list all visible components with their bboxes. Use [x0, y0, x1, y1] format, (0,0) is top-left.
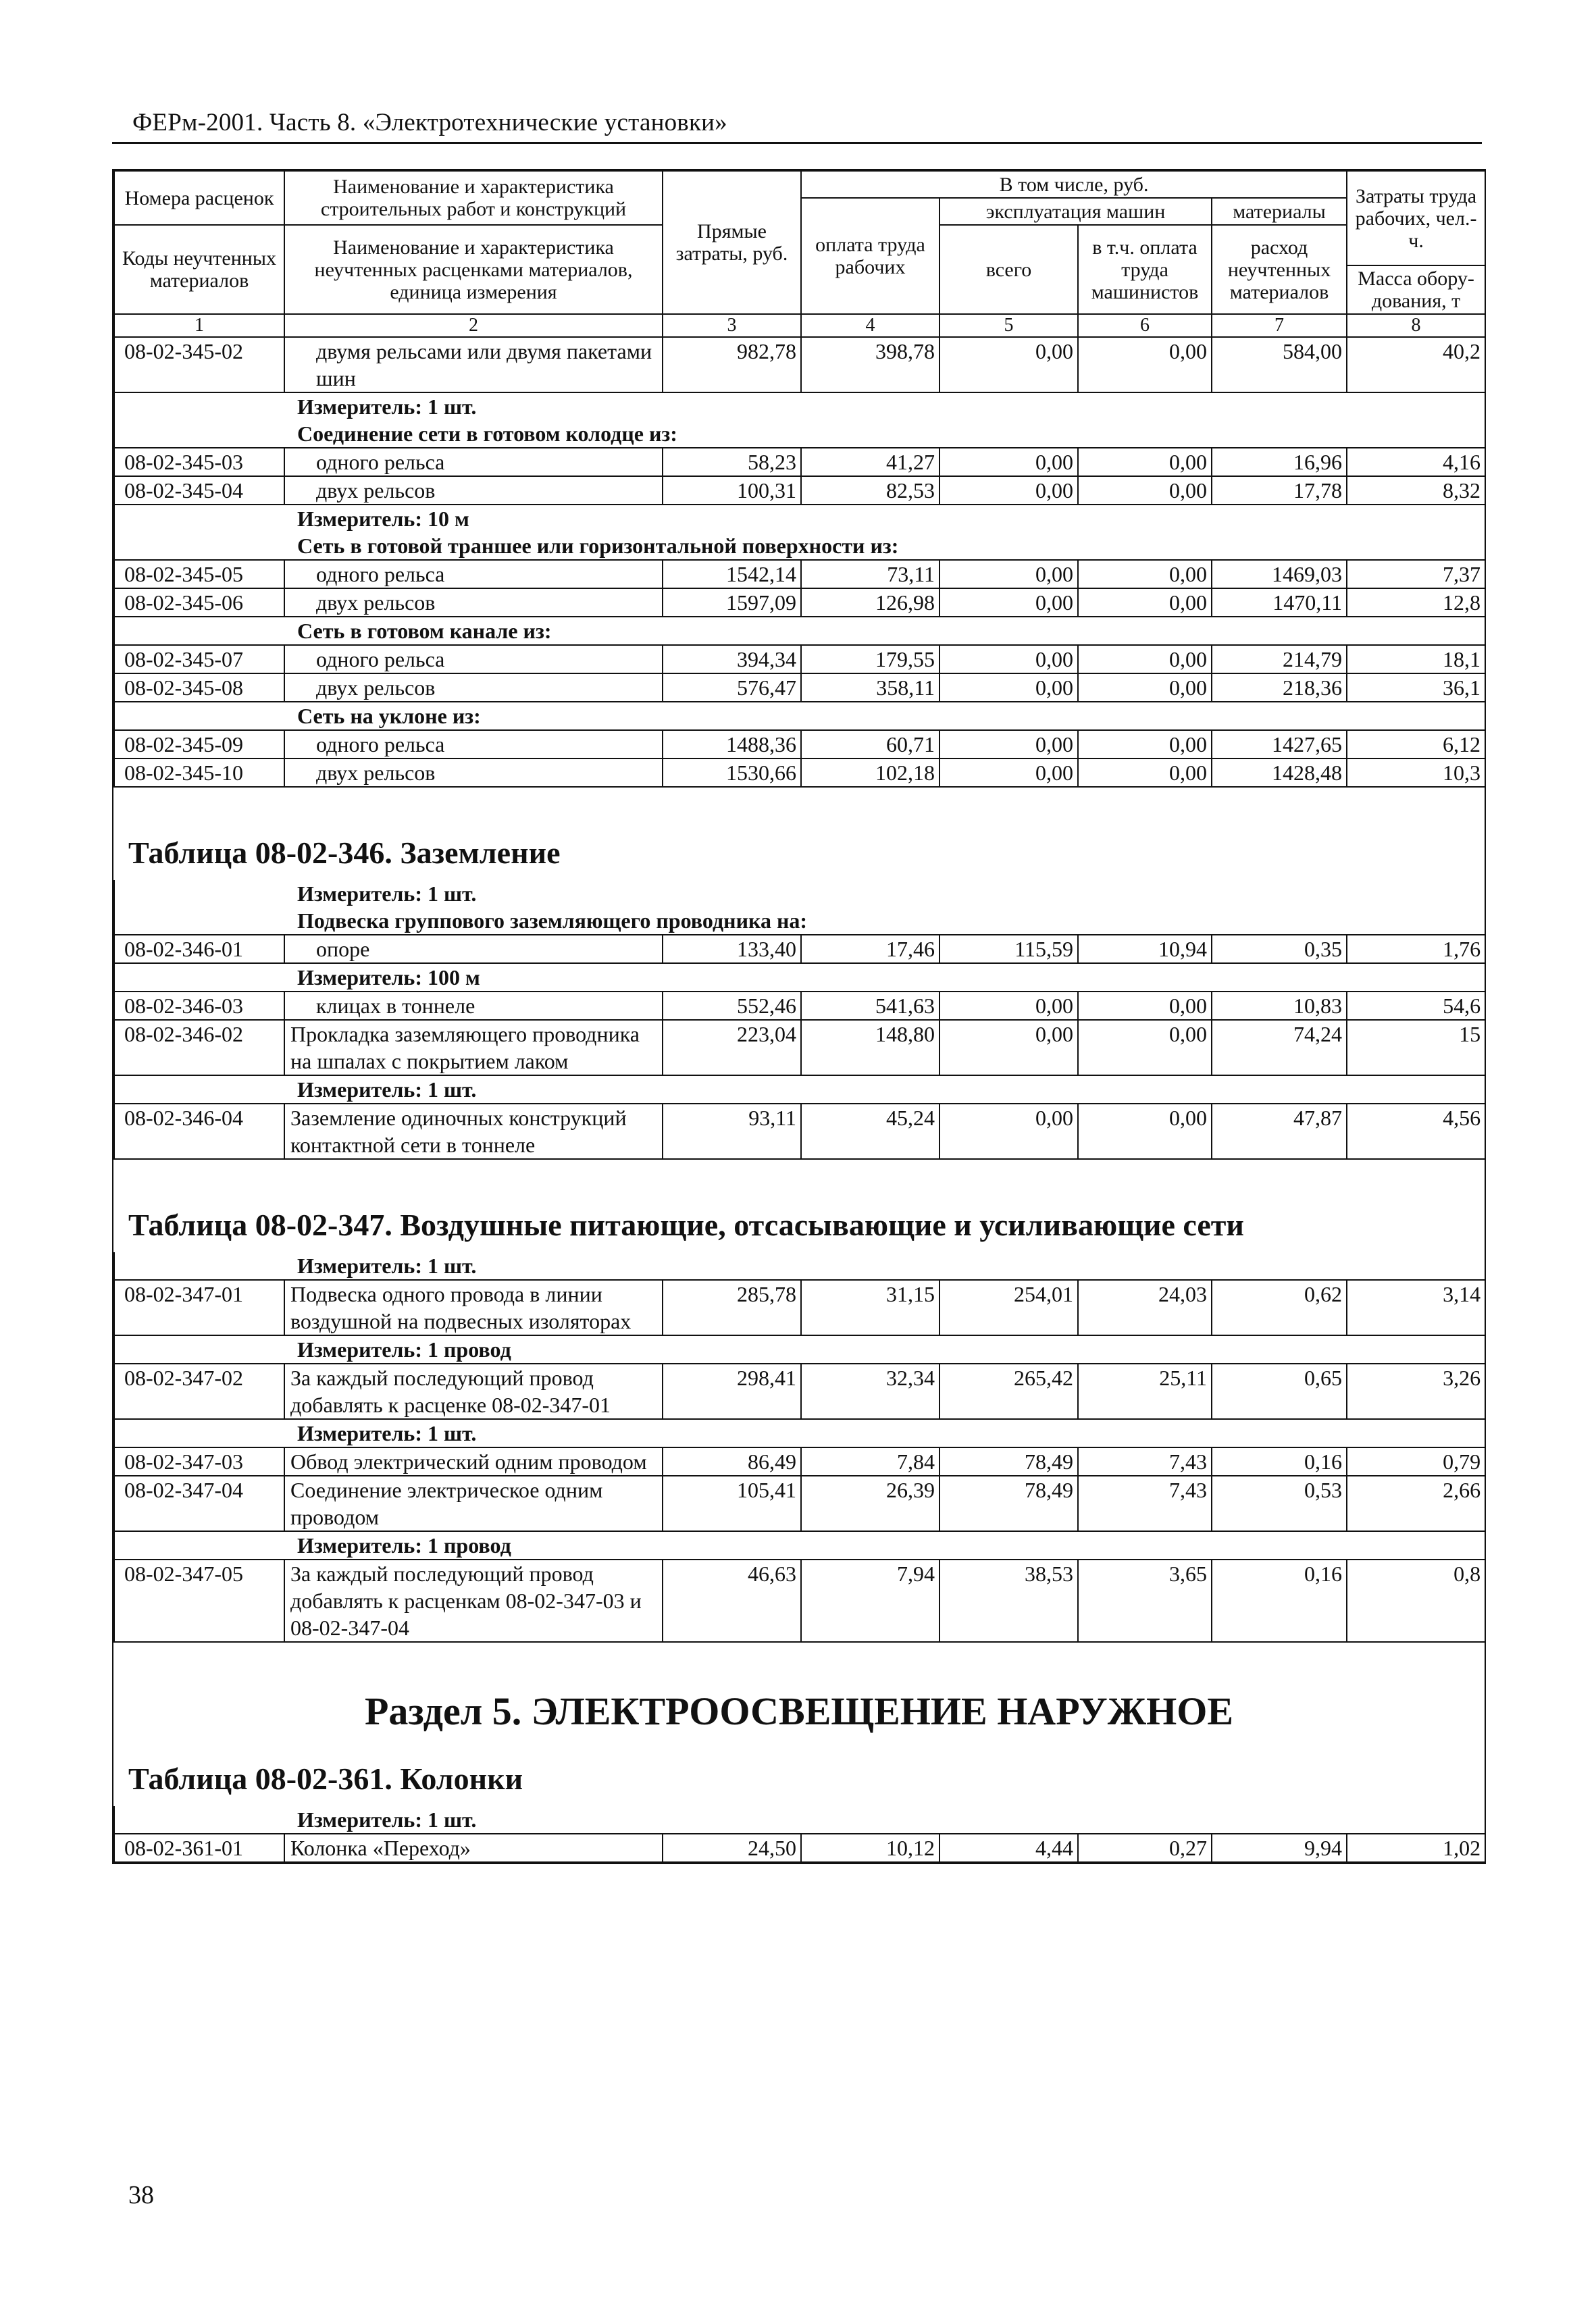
col-num: 1: [114, 314, 284, 337]
materials-cost: 218,36: [1212, 673, 1347, 702]
table-row: [114, 935, 1485, 963]
labor-pay: 45,24: [801, 1104, 939, 1159]
rate-code: 08-02-345-03: [114, 448, 284, 476]
machine-total: 0,00: [939, 992, 1078, 1020]
direct-cost: 58,23: [663, 448, 801, 476]
labor-pay: 32,34: [801, 1364, 939, 1419]
table-08-02-346: [113, 880, 1485, 1160]
machine-total: 0,00: [939, 1104, 1078, 1159]
machinist-pay: 0,00: [1078, 1020, 1212, 1075]
machinist-pay: 7,43: [1078, 1476, 1212, 1531]
col-header-2a: Наименование и характеристика строительных работ и конструкций: [284, 171, 663, 225]
measurement-unit-row: [114, 880, 1485, 907]
col-header-4: оплата труда рабочих: [801, 198, 939, 314]
labor-hours: 36,1: [1347, 673, 1485, 702]
rate-code: 08-02-347-03: [114, 1447, 284, 1476]
materials-cost: 74,24: [1212, 1020, 1347, 1075]
labor-hours: 18,1: [1347, 645, 1485, 673]
work-name: двумя рельсами или двумя пакетами шин: [284, 337, 663, 392]
work-name: Обвод электрический одним проводом: [284, 1447, 663, 1476]
direct-cost: 133,40: [663, 935, 801, 963]
rate-code: 08-02-346-03: [114, 992, 284, 1020]
machine-total: 0,00: [939, 673, 1078, 702]
direct-cost: 552,46: [663, 992, 801, 1020]
table-row: [114, 1104, 1485, 1159]
col-header-8b: Масса обору-дования, т: [1347, 265, 1485, 314]
materials-cost: 1470,11: [1212, 588, 1347, 617]
table-row: [114, 645, 1485, 673]
machinist-pay: 0,00: [1078, 645, 1212, 673]
measurement-unit: Измеритель: 1 шт.: [114, 1419, 1485, 1447]
machinist-pay: 24,03: [1078, 1280, 1212, 1335]
machine-total: 0,00: [939, 759, 1078, 787]
table-row: [114, 448, 1485, 476]
work-name: двух рельсов: [284, 588, 663, 617]
rate-code: 08-02-347-02: [114, 1364, 284, 1419]
group-heading: Сеть на уклоне из:: [114, 702, 1485, 730]
machinist-pay: 0,00: [1078, 1104, 1212, 1159]
table-row: [114, 1020, 1485, 1075]
measurement-unit: Измеритель: 1 шт.: [114, 1252, 1485, 1280]
col-header-6: в т.ч. оплата труда машинистов: [1078, 225, 1212, 314]
table-row: [114, 560, 1485, 588]
rate-code: 08-02-345-10: [114, 759, 284, 787]
rate-code: 08-02-345-02: [114, 337, 284, 392]
col-num: 6: [1078, 314, 1212, 337]
machine-total: 0,00: [939, 448, 1078, 476]
machinist-pay: 0,00: [1078, 476, 1212, 505]
direct-cost: 105,41: [663, 1476, 801, 1531]
labor-pay: 102,18: [801, 759, 939, 787]
direct-cost: 576,47: [663, 673, 801, 702]
work-name: опоре: [284, 935, 663, 963]
table-row: [114, 730, 1485, 759]
labor-pay: 17,46: [801, 935, 939, 963]
col-num: 8: [1347, 314, 1485, 337]
col-header-7: расход неучтенных материалов: [1212, 225, 1347, 314]
table-row: [114, 1280, 1485, 1335]
work-name: одного рельса: [284, 560, 663, 588]
machine-total: 0,00: [939, 1020, 1078, 1075]
direct-cost: 24,50: [663, 1834, 801, 1862]
labor-hours: 4,56: [1347, 1104, 1485, 1159]
table-08-02-345: [113, 170, 1486, 788]
measurement-unit-row: [114, 1252, 1485, 1280]
labor-hours: 3,14: [1347, 1280, 1485, 1335]
labor-hours: 3,26: [1347, 1364, 1485, 1419]
measurement-unit: Измеритель: 1 шт.: [114, 392, 1485, 420]
machine-total: 0,00: [939, 476, 1078, 505]
materials-cost: 0,65: [1212, 1364, 1347, 1419]
table-row: [114, 759, 1485, 787]
work-name: клицах в тоннеле: [284, 992, 663, 1020]
work-name: одного рельса: [284, 730, 663, 759]
labor-hours: 2,66: [1347, 1476, 1485, 1531]
col-header-1b: Коды неучтенных материалов: [114, 225, 284, 314]
materials-cost: 0,53: [1212, 1476, 1347, 1531]
col-header-exp: эксплуатация машин: [939, 198, 1212, 225]
group-heading: Сеть в готовом канале из:: [114, 617, 1485, 645]
materials-cost: 0,35: [1212, 935, 1347, 963]
col-header-mat: материалы: [1212, 198, 1347, 225]
machinist-pay: 0,00: [1078, 730, 1212, 759]
table-row: [114, 1560, 1485, 1642]
materials-cost: 0,16: [1212, 1447, 1347, 1476]
machinist-pay: 0,00: [1078, 560, 1212, 588]
labor-hours: 15: [1347, 1020, 1485, 1075]
rate-code: 08-02-345-08: [114, 673, 284, 702]
table-row: [114, 1476, 1485, 1531]
machinist-pay: 0,27: [1078, 1834, 1212, 1862]
col-header-3: Прямые затраты, руб.: [663, 171, 801, 314]
machine-total: 78,49: [939, 1447, 1078, 1476]
direct-cost: 1542,14: [663, 560, 801, 588]
labor-pay: 82,53: [801, 476, 939, 505]
col-num: 3: [663, 314, 801, 337]
direct-cost: 394,34: [663, 645, 801, 673]
materials-cost: 584,00: [1212, 337, 1347, 392]
running-header: ФЕРм-2001. Часть 8. «Электротехнические установки»: [132, 109, 727, 136]
col-num: 2: [284, 314, 663, 337]
group-heading-row: [114, 532, 1485, 560]
labor-hours: 8,32: [1347, 476, 1485, 505]
labor-hours: 6,12: [1347, 730, 1485, 759]
materials-cost: 1469,03: [1212, 560, 1347, 588]
col-header-8a: Затраты труда рабочих, чел.-ч.: [1347, 171, 1485, 265]
measurement-unit: Измеритель: 1 шт.: [114, 880, 1485, 907]
labor-hours: 54,6: [1347, 992, 1485, 1020]
labor-pay: 148,80: [801, 1020, 939, 1075]
price-document: [112, 169, 1486, 1864]
group-heading: Подвеска группового заземляющего проводника на:: [114, 907, 1485, 935]
group-heading: Сеть в готовой траншее или горизонтальной поверхности из:: [114, 532, 1485, 560]
header-rule: [112, 142, 1482, 144]
rate-table: [113, 1806, 1486, 1863]
rate-table: [113, 880, 1486, 1160]
rate-code: 08-02-347-01: [114, 1280, 284, 1335]
table-title-346: Таблица 08-02-346. Заземление: [128, 835, 561, 870]
direct-cost: 1597,09: [663, 588, 801, 617]
materials-cost: 214,79: [1212, 645, 1347, 673]
machine-total: 38,53: [939, 1560, 1078, 1642]
materials-cost: 1428,48: [1212, 759, 1347, 787]
machinist-pay: 0,00: [1078, 759, 1212, 787]
group-heading-row: [114, 617, 1485, 645]
labor-hours: 12,8: [1347, 588, 1485, 617]
machinist-pay: 0,00: [1078, 588, 1212, 617]
labor-hours: 0,8: [1347, 1560, 1485, 1642]
col-num: 5: [939, 314, 1078, 337]
table-title-361: Таблица 08-02-361. Колонки: [128, 1762, 523, 1796]
materials-cost: 0,16: [1212, 1560, 1347, 1642]
direct-cost: 1488,36: [663, 730, 801, 759]
machine-total: 0,00: [939, 588, 1078, 617]
machine-total: 0,00: [939, 645, 1078, 673]
measurement-unit: Измеритель: 1 шт.: [114, 1075, 1485, 1104]
work-name: За каждый последующий провод добавлять к расценкам 08-02-347-03 и 08-02-347-04: [284, 1560, 663, 1642]
table-row: [114, 476, 1485, 505]
measurement-unit-row: [114, 392, 1485, 420]
rate-code: 08-02-346-01: [114, 935, 284, 963]
labor-pay: 60,71: [801, 730, 939, 759]
labor-pay: 31,15: [801, 1280, 939, 1335]
labor-pay: 126,98: [801, 588, 939, 617]
direct-cost: 100,31: [663, 476, 801, 505]
materials-cost: 10,83: [1212, 992, 1347, 1020]
table-row: [114, 1834, 1485, 1862]
machine-total: 4,44: [939, 1834, 1078, 1862]
work-name: Прокладка заземляющего проводника на шпалах с покрытием лаком: [284, 1020, 663, 1075]
labor-pay: 73,11: [801, 560, 939, 588]
materials-cost: 0,62: [1212, 1280, 1347, 1335]
col-num: 4: [801, 314, 939, 337]
machine-total: 0,00: [939, 337, 1078, 392]
machinist-pay: 0,00: [1078, 448, 1212, 476]
rate-code: 08-02-361-01: [114, 1834, 284, 1862]
col-header-incl: В том числе, руб.: [801, 171, 1347, 198]
group-heading: Соединение сети в готовом колодце из:: [114, 420, 1485, 448]
labor-pay: 179,55: [801, 645, 939, 673]
direct-cost: 223,04: [663, 1020, 801, 1075]
table-row: [114, 588, 1485, 617]
labor-pay: 41,27: [801, 448, 939, 476]
materials-cost: 9,94: [1212, 1834, 1347, 1862]
labor-hours: 1,02: [1347, 1834, 1485, 1862]
work-name: За каждый последующий провод добавлять к расценке 08-02-347-01: [284, 1364, 663, 1419]
group-heading-row: [114, 702, 1485, 730]
machinist-pay: 0,00: [1078, 337, 1212, 392]
page-number: 38: [128, 2181, 154, 2209]
group-heading-row: [114, 907, 1485, 935]
materials-cost: 47,87: [1212, 1104, 1347, 1159]
measurement-unit-row: [114, 505, 1485, 532]
labor-hours: 1,76: [1347, 935, 1485, 963]
table-08-02-361: [113, 1806, 1485, 1863]
work-name: двух рельсов: [284, 673, 663, 702]
direct-cost: 1530,66: [663, 759, 801, 787]
rate-code: 08-02-345-09: [114, 730, 284, 759]
machinist-pay: 0,00: [1078, 673, 1212, 702]
work-name: одного рельса: [284, 645, 663, 673]
direct-cost: 285,78: [663, 1280, 801, 1335]
machinist-pay: 25,11: [1078, 1364, 1212, 1419]
rate-code: 08-02-345-06: [114, 588, 284, 617]
materials-cost: 16,96: [1212, 448, 1347, 476]
table-row: [114, 337, 1485, 392]
measurement-unit-row: [114, 1806, 1485, 1834]
machine-total: 0,00: [939, 560, 1078, 588]
table-title-347: Таблица 08-02-347. Воздушные питающие, отсасывающие и усиливающие сети: [128, 1208, 1244, 1242]
labor-hours: 7,37: [1347, 560, 1485, 588]
direct-cost: 93,11: [663, 1104, 801, 1159]
measurement-unit: Измеритель: 1 шт.: [114, 1806, 1485, 1834]
materials-cost: 1427,65: [1212, 730, 1347, 759]
direct-cost: 982,78: [663, 337, 801, 392]
measurement-unit-row: [114, 1335, 1485, 1364]
work-name: двух рельсов: [284, 759, 663, 787]
direct-cost: 86,49: [663, 1447, 801, 1476]
rate-code: 08-02-347-04: [114, 1476, 284, 1531]
machinist-pay: 10,94: [1078, 935, 1212, 963]
work-name: Колонка «Переход»: [284, 1834, 663, 1862]
col-header-1a: Номера расценок: [114, 171, 284, 225]
labor-pay: 10,12: [801, 1834, 939, 1862]
labor-hours: 40,2: [1347, 337, 1485, 392]
rate-code: 08-02-346-04: [114, 1104, 284, 1159]
col-header-2b: Наименование и характеристика неучтенных расценками материалов, единица измерения: [284, 225, 663, 314]
col-num: 7: [1212, 314, 1347, 337]
machine-total: 265,42: [939, 1364, 1078, 1419]
measurement-unit-row: [114, 1419, 1485, 1447]
work-name: двух рельсов: [284, 476, 663, 505]
rate-table: [113, 1252, 1486, 1643]
machinist-pay: 0,00: [1078, 992, 1212, 1020]
table-08-02-347: [113, 1252, 1485, 1643]
column-number-row: [114, 314, 1485, 337]
labor-pay: 7,84: [801, 1447, 939, 1476]
labor-hours: 10,3: [1347, 759, 1485, 787]
direct-cost: 298,41: [663, 1364, 801, 1419]
section-title: Раздел 5. ЭЛЕКТРООСВЕЩЕНИЕ НАРУЖНОЕ: [364, 1689, 1234, 1733]
machine-total: 78,49: [939, 1476, 1078, 1531]
measurement-unit: Измеритель: 10 м: [114, 505, 1485, 532]
measurement-unit: Измеритель: 1 провод: [114, 1531, 1485, 1560]
machine-total: 254,01: [939, 1280, 1078, 1335]
machinist-pay: 3,65: [1078, 1560, 1212, 1642]
rate-code: 08-02-347-05: [114, 1560, 284, 1642]
col-header-5: всего: [939, 225, 1078, 314]
measurement-unit-row: [114, 1531, 1485, 1560]
labor-hours: 0,79: [1347, 1447, 1485, 1476]
labor-pay: 398,78: [801, 337, 939, 392]
labor-pay: 541,63: [801, 992, 939, 1020]
measurement-unit-row: [114, 1075, 1485, 1104]
table-row: [114, 673, 1485, 702]
machinist-pay: 7,43: [1078, 1447, 1212, 1476]
labor-pay: 26,39: [801, 1476, 939, 1531]
table-body-345: [114, 337, 1485, 787]
measurement-unit-row: [114, 963, 1485, 992]
table-row: [114, 992, 1485, 1020]
labor-pay: 7,94: [801, 1560, 939, 1642]
work-name: Заземление одиночных конструкций контактной сети в тоннеле: [284, 1104, 663, 1159]
machine-total: 0,00: [939, 730, 1078, 759]
measurement-unit: Измеритель: 1 провод: [114, 1335, 1485, 1364]
rate-code: 08-02-345-07: [114, 645, 284, 673]
materials-cost: 17,78: [1212, 476, 1347, 505]
labor-hours: 4,16: [1347, 448, 1485, 476]
work-name: одного рельса: [284, 448, 663, 476]
rate-code: 08-02-346-02: [114, 1020, 284, 1075]
table-row: [114, 1447, 1485, 1476]
table-row: [114, 1364, 1485, 1419]
measurement-unit: Измеритель: 100 м: [114, 963, 1485, 992]
work-name: Соединение электрическое одним проводом: [284, 1476, 663, 1531]
rate-code: 08-02-345-04: [114, 476, 284, 505]
direct-cost: 46,63: [663, 1560, 801, 1642]
group-heading-row: [114, 420, 1485, 448]
rate-code: 08-02-345-05: [114, 560, 284, 588]
work-name: Подвеска одного провода в линии воздушной на подвесных изоляторах: [284, 1280, 663, 1335]
labor-pay: 358,11: [801, 673, 939, 702]
machine-total: 115,59: [939, 935, 1078, 963]
